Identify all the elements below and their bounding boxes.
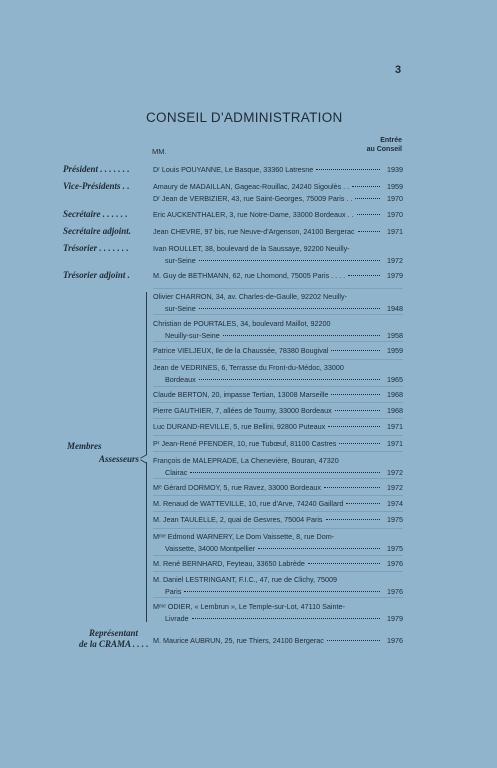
entry-line	[153, 482, 403, 494]
leader-dots	[199, 379, 380, 380]
separator-line	[153, 418, 403, 419]
entry-text: Olivier CHARRON, 34, av. Charles-de-Gaulle, 92202 Neuilly-	[153, 292, 347, 301]
leader-dots	[199, 308, 380, 309]
entry-line	[153, 318, 403, 330]
entry-item	[153, 558, 403, 570]
entry-line	[153, 193, 403, 205]
leader-dots	[357, 214, 380, 215]
entry-text: Jean CHEVRE, 97 bis, rue Neuve-d'Argenson, 24100 Bergerac	[153, 227, 355, 236]
entry-text: Amaury de MADAILLAN, Gageac-Rouillac, 24240 Sigoulès . .	[153, 182, 350, 191]
separator-line	[153, 359, 403, 360]
leader-dots	[326, 519, 380, 520]
leader-dots	[335, 410, 380, 411]
leader-dots	[358, 231, 380, 232]
separator-line	[153, 402, 403, 403]
entry-item	[153, 455, 403, 479]
entry-line	[153, 635, 403, 647]
entry-text: M. Jean TAULELLE, 2, quai de Gesvres, 75004 Paris	[153, 515, 323, 524]
entry-text: sur-Seine	[165, 256, 196, 265]
entry-year: 1975	[387, 544, 403, 553]
entry-line	[153, 601, 403, 613]
label-de-la-crama: de la CRAMA . . . .	[79, 639, 149, 649]
entry-text: Claude BERTON, 20, impasse Tertian, 13008 Marseille	[153, 390, 329, 399]
entry-year: 1974	[387, 499, 403, 508]
entry-item	[153, 193, 403, 205]
entry-item	[153, 389, 403, 401]
entry-item	[153, 226, 403, 238]
entry-year: 1972	[387, 256, 403, 265]
entry-line	[153, 226, 403, 238]
entry-line	[153, 574, 403, 586]
entry-line	[153, 558, 403, 570]
separator-line	[153, 386, 403, 387]
leader-dots	[192, 618, 380, 619]
entry-item	[153, 421, 403, 433]
entry-text: M. Daniel LESTRINGANT, F.I.C., 47, rue de Clichy, 75009	[153, 575, 338, 584]
entry-line	[153, 421, 403, 433]
column-header-entree	[345, 137, 402, 154]
leader-dots	[348, 275, 380, 276]
entry-item	[153, 181, 403, 193]
entry-line	[153, 531, 403, 543]
entry-item	[153, 318, 403, 342]
entry-text: Dʳ Louis POUYANNE, Le Basque, 33360 Latresne	[153, 165, 314, 174]
entry-line	[153, 498, 403, 510]
entry-line	[153, 389, 403, 401]
entry-item	[153, 514, 403, 526]
entry-item	[153, 601, 403, 625]
entry-year: 1971	[387, 422, 403, 431]
leader-dots	[355, 198, 380, 199]
separator-line	[153, 288, 403, 289]
entry-year: 1965	[387, 375, 403, 384]
entry-line	[153, 438, 403, 450]
separator-line	[153, 555, 403, 556]
entry-year: 1976	[387, 636, 403, 645]
separator-line	[153, 478, 403, 479]
label-secretaire-adjoint: Secrétaire adjoint.	[63, 226, 131, 236]
entry-text: M. Maurice AUBRUN, 25, rue Thiers, 24100 Bergerac	[153, 636, 324, 645]
separator-line	[153, 495, 403, 496]
leader-dots	[316, 169, 380, 170]
label-assesseurs: Assesseurs	[99, 454, 140, 464]
brace-upper	[146, 292, 147, 455]
leader-dots	[223, 335, 380, 336]
entry-line	[153, 345, 403, 357]
entry-text: Livrade	[165, 614, 189, 623]
column-header-entree-line2: au Conseil	[366, 145, 402, 153]
entry-item	[153, 635, 403, 647]
separator-line	[153, 597, 403, 598]
leader-dots	[184, 591, 380, 592]
label-representant: Représentant	[88, 628, 138, 638]
entry-text: Ivan ROULLET, 38, boulevard de la Saussaye, 92200 Neuilly-	[153, 244, 350, 253]
entry-item	[153, 531, 403, 555]
entry-text: Clairac	[165, 468, 188, 477]
column-header-entree-line1: Entrée	[380, 137, 402, 144]
entry-text: Christian de POURTALES, 34, boulevard Maillot, 92200	[153, 319, 331, 328]
entry-year: 1979	[387, 271, 403, 280]
mm-label: MM.	[152, 147, 167, 156]
entry-item	[153, 405, 403, 417]
entry-line	[153, 613, 403, 625]
label-tresorier-adjoint: Trésorier adjoint .	[63, 270, 130, 280]
entry-text: Bordeaux	[165, 375, 196, 384]
separator-line	[153, 314, 403, 315]
entry-line	[153, 181, 403, 193]
entry-text: Mᵐᵉ Edmond WARNERY, Le Dom Vaissette, 8, rue Dom-	[153, 532, 335, 541]
label-vice-presidents: Vice-Présidents . .	[63, 181, 130, 191]
entry-item	[153, 574, 403, 598]
page-number: 3	[395, 64, 402, 76]
entry-text: Paris	[165, 587, 182, 596]
entry-text: Vaissette, 34000 Montpellier	[165, 544, 256, 553]
leader-dots	[346, 503, 380, 504]
entry-year: 1972	[387, 483, 403, 492]
entry-year: 1976	[387, 559, 403, 568]
entry-item	[153, 362, 403, 386]
leader-dots	[327, 640, 380, 641]
leader-dots	[331, 394, 380, 395]
entry-line	[153, 543, 403, 555]
entry-text: Dʳ Jean de VERBIZIER, 43, rue Saint-Georges, 75009 Paris . .	[153, 194, 353, 203]
entry-line	[153, 270, 403, 282]
entry-text: M. Guy de BETHMANN, 62, rue Lhomond, 75005 Paris . . . .	[153, 271, 346, 280]
entry-text: Jean de VEDRINES, 6, Terrasse du Front-du-Médoc, 33000	[153, 363, 344, 372]
label-membres: Membres	[67, 441, 102, 451]
entry-year: 1959	[387, 182, 403, 191]
separator-line	[153, 341, 403, 342]
entry-item	[153, 291, 403, 315]
entry-year: 1972	[387, 468, 403, 477]
entry-line	[153, 362, 403, 374]
entry-text: Luc DURAND-REVILLE, 5, rue Bellini, 92800 Puteaux	[153, 422, 326, 431]
entry-line	[153, 514, 403, 526]
entry-year: 1976	[387, 587, 403, 596]
label-president: Président . . . . . . .	[63, 164, 130, 174]
entry-text: Neuilly-sur-Seine	[165, 331, 220, 340]
page-title: CONSEIL D'ADMINISTRATION	[146, 110, 343, 125]
entry-year: 1968	[387, 406, 403, 415]
entry-line	[153, 209, 403, 221]
label-secretaire: Secrétaire . . . . . .	[63, 209, 128, 219]
entry-text: Pʳ Jean-René PFENDER, 10, rue Tubœuf, 81100 Castres	[153, 439, 337, 448]
entry-item	[153, 345, 403, 357]
entry-line	[153, 291, 403, 303]
entry-year: 1939	[387, 165, 403, 174]
leader-dots	[352, 186, 380, 187]
entry-item	[153, 243, 403, 267]
entry-year: 1975	[387, 515, 403, 524]
separator-line	[153, 435, 403, 436]
leader-dots	[190, 472, 380, 473]
entry-item	[153, 482, 403, 494]
entry-text: Eric AUCKENTHALER, 3, rue Notre-Dame, 33000 Bordeaux . .	[153, 210, 354, 219]
entry-year: 1968	[387, 390, 403, 399]
entry-line	[153, 374, 403, 386]
entry-line	[153, 455, 403, 467]
entry-item	[153, 498, 403, 510]
entry-line	[153, 255, 403, 267]
entry-item	[153, 270, 403, 282]
separator-line	[153, 511, 403, 512]
brace-tip-lower	[140, 459, 147, 463]
entry-text: Patrice VIELJEUX, Ile de la Chaussée, 78380 Bougival	[153, 346, 329, 355]
brace-lower	[146, 462, 147, 622]
label-tresorier: Trésorier . . . . . . .	[63, 243, 129, 253]
entry-year: 1948	[387, 304, 403, 313]
entry-text: sur-Seine	[165, 304, 196, 313]
leader-dots	[339, 443, 380, 444]
entry-line	[153, 164, 403, 176]
leader-dots	[324, 487, 380, 488]
leader-dots	[308, 563, 380, 564]
entry-year: 1958	[387, 331, 403, 340]
entry-year: 1970	[387, 210, 403, 219]
entry-year: 1979	[387, 614, 403, 623]
entry-text: Mᵐᵉ ODIER, « Lembrun », Le Temple-sur-Lot, 47110 Sainte-	[153, 602, 345, 611]
entry-item	[153, 438, 403, 450]
brace-tip-upper	[140, 454, 147, 458]
entry-text: Mᵉ Gérard DORMOY, 5, rue Ravez, 33000 Bordeaux	[153, 483, 321, 492]
entry-text: M. Renaud de WATTEVILLE, 10, rue d'Arve, 74240 Gaillard	[153, 499, 344, 508]
entry-item	[153, 209, 403, 221]
separator-line	[153, 528, 403, 529]
leader-dots	[199, 260, 380, 261]
separator-line	[153, 571, 403, 572]
leader-dots	[258, 548, 380, 549]
entry-line	[153, 243, 403, 255]
entry-year: 1971	[387, 227, 403, 236]
entry-text: M. René BERNHARD, Feyteau, 33650 Labrède	[153, 559, 305, 568]
entry-text: François de MALEPRADE, La Chenevière, Bouran, 47320	[153, 456, 339, 465]
entry-line	[153, 405, 403, 417]
separator-line	[153, 451, 403, 452]
entry-year: 1971	[387, 439, 403, 448]
entry-year: 1970	[387, 194, 403, 203]
leader-dots	[328, 426, 380, 427]
entry-year: 1959	[387, 346, 403, 355]
entry-item	[153, 164, 403, 176]
entry-text: Pierre GAUTHIER, 7, allées de Tourny, 33000 Bordeaux	[153, 406, 332, 415]
leader-dots	[331, 350, 380, 351]
